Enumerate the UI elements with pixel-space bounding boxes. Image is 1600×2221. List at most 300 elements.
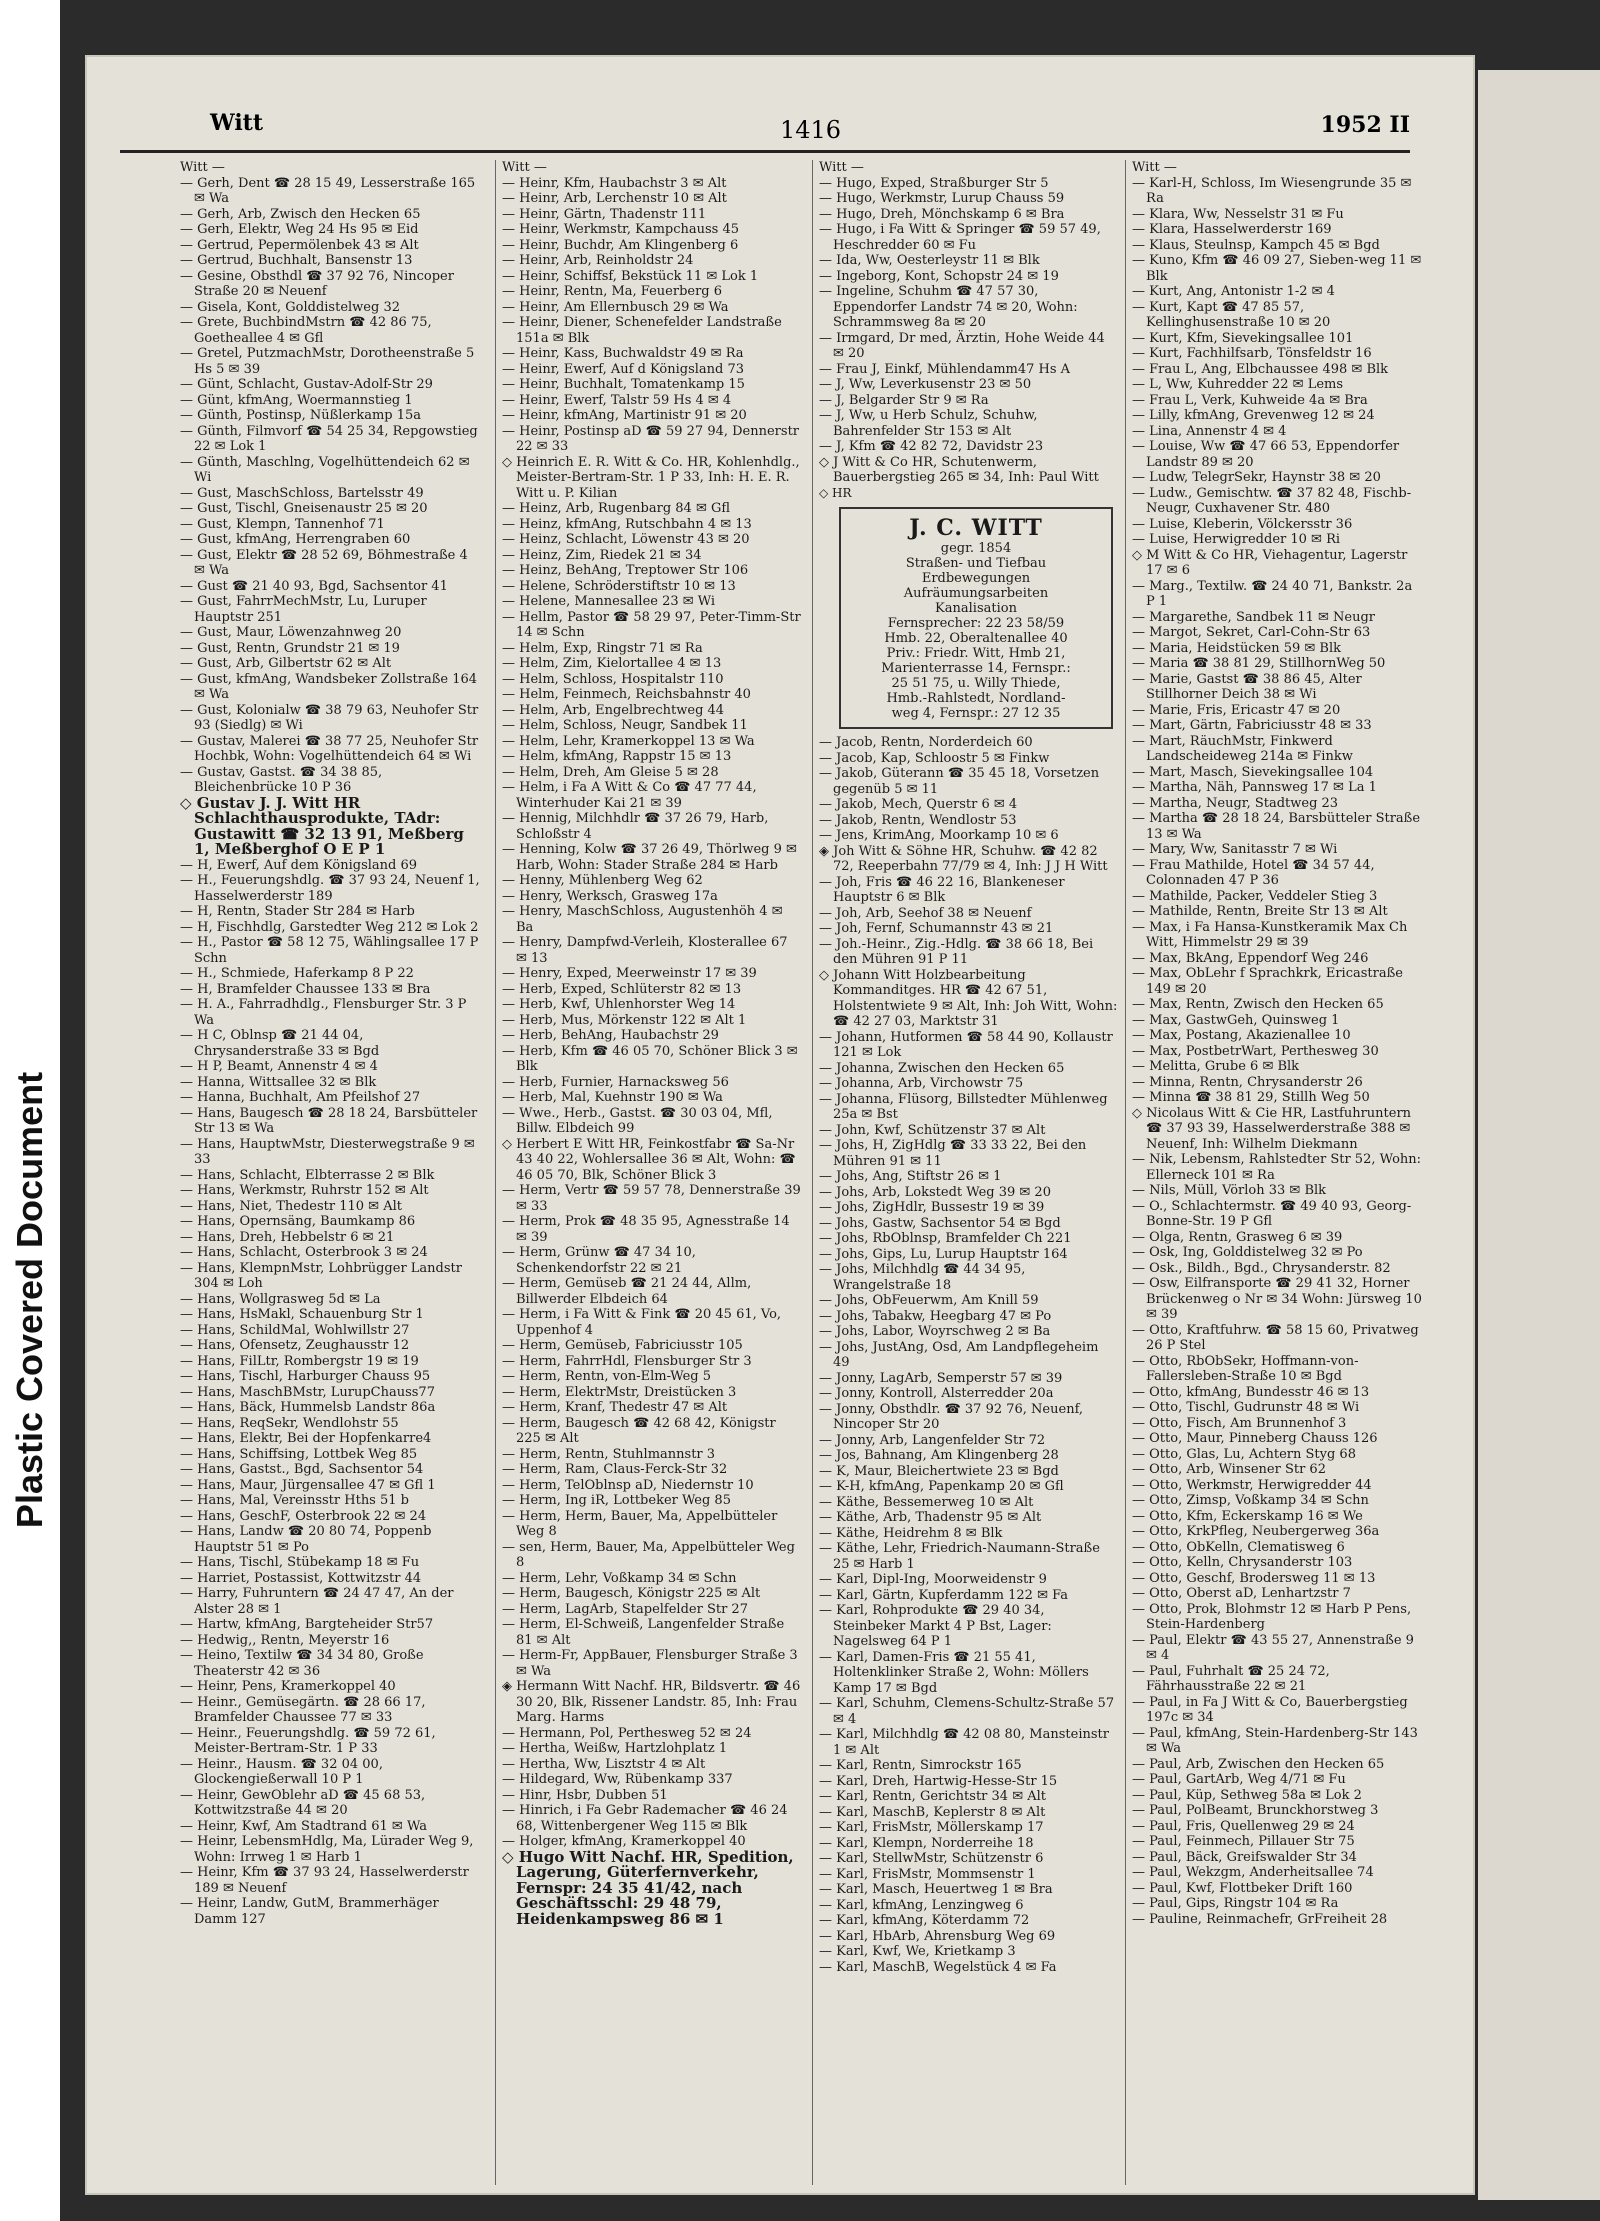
directory-entry: — Hans, FilLtr, Rombergstr 19 ✉ 19 — [180, 1353, 419, 1369]
directory-entry: — H, Fischhdlg, Garstedter Weg 212 ✉ Lok 2 — [180, 919, 479, 935]
directory-entry: — H., Pastor ☎ 58 12 75, Wählingsallee 17 P Schn — [180, 935, 479, 966]
directory-entry: — J, Ww, Leverkusenstr 23 ✉ 50 — [819, 377, 1032, 392]
ad-title: J. C. WITT — [909, 515, 1043, 541]
directory-entry: — Otto, Tischl, Gudrunstr 48 ✉ Wi — [1132, 1400, 1360, 1415]
directory-entry: — Paul, Arb, Zwischen den Hecken 65 — [1132, 1756, 1385, 1772]
directory-entry: — Henning, Kolw ☎ 37 26 49, Thörlweg 9 ✉ Harb, Wohn: Stader Straße 284 ✉ Harb — [502, 842, 797, 873]
directory-entry: — Heinr, Kwf, Am Stadtrand 61 ✉ Wa — [180, 1818, 427, 1834]
directory-entry: — Herb, BehAng, Haubachstr 29 — [502, 1028, 719, 1043]
directory-entry: — Heinz, Schlacht, Löwenstr 43 ✉ 20 — [502, 532, 750, 547]
directory-entry: — Jakob, Mech, Querstr 6 ✉ 4 — [819, 797, 1018, 812]
directory-entry: — Herm, Rentn, Stuhlmannstr 3 — [502, 1446, 716, 1462]
directory-entry: — Heinr, Am Ellernbusch 29 ✉ Wa — [502, 299, 729, 315]
directory-entry: — Karl, MaschB, Keplerstr 8 ✉ Alt — [819, 1804, 1046, 1820]
directory-entry: — Grete, BuchbindMstrn ☎ 42 86 75, Goetheallee 4 ✉ Gfl — [180, 315, 432, 346]
directory-entry: — Johs, ZigHdlr, Bussestr 19 ✉ 39 — [819, 1200, 1045, 1215]
directory-entry: — Martha, Neugr, Stadtweg 23 — [1132, 795, 1339, 811]
directory-entry: — Luise, Herwigredder 10 ✉ Ri — [1132, 532, 1341, 547]
directory-entry: — Hellm, Pastor ☎ 58 29 97, Peter-Timm-Str 14 ✉ Schn — [502, 609, 801, 640]
directory-entry: — Paul, Kwf, Flottbeker Drift 160 — [1132, 1880, 1353, 1896]
ad-line: Fernsprecher: 22 23 58/59 — [887, 616, 1065, 631]
directory-entry: — Gust, Klempn, Tannenhof 71 — [180, 516, 385, 532]
directory-entry: — Max, Rentn, Zwisch den Hecken 65 — [1132, 997, 1384, 1012]
directory-entry: — J, Belgarder Str 9 ✉ Ra — [819, 392, 989, 408]
directory-entry: — Heinz, kfmAng, Rutschbahn 4 ✉ 13 — [502, 516, 752, 532]
directory-entry: — Karl, Klempn, Norderreihe 18 — [819, 1835, 1034, 1851]
directory-entry: — J, Ww, u Herb Schulz, Schuhw, Bahrenfelder Str 153 ✉ Alt — [819, 408, 1038, 439]
directory-entry: — Gerh, Elektr, Weg 24 Hs 95 ✉ Eid — [180, 222, 419, 237]
directory-entry: — Hanna, Wittsallee 32 ✉ Blk — [180, 1074, 377, 1090]
directory-entry: — Max, BkAng, Eppendorf Weg 246 — [1132, 950, 1369, 966]
directory-entry: — Hartw, kfmAng, Bargteheider Str57 — [180, 1617, 434, 1632]
directory-entry: — Marie, Fris, Ericastr 47 ✉ 20 — [1132, 702, 1341, 718]
directory-entry: — H., Schmiede, Haferkamp 8 P 22 — [180, 966, 414, 981]
directory-entry: — Max, GastwGeh, Quinsweg 1 — [1132, 1012, 1340, 1028]
ad-line: Priv.: Friedr. Witt, Hmb 21, — [886, 646, 1066, 661]
directory-entry: — H, Ewerf, Auf dem Königsland 69 — [180, 857, 418, 873]
directory-entry: — Gesine, Obsthdl ☎ 37 92 76, Nincoper Straße 20 ✉ Neuenf — [180, 268, 454, 299]
directory-entry: — Henry, Exped, Meerweinstr 17 ✉ 39 — [502, 966, 757, 981]
directory-entry: — Gust, Maur, Löwenzahnweg 20 — [180, 625, 402, 640]
directory-entry: — Heinr, Kass, Buchwaldstr 49 ✉ Ra — [502, 346, 744, 361]
directory-entry: — Gust, Rentn, Grundstr 21 ✉ 19 — [180, 640, 400, 656]
directory-entry: — Johs, Tabakw, Heegbarg 47 ✉ Po — [819, 1308, 1052, 1324]
directory-entry: — Marg., Textilw. ☎ 24 40 71, Bankstr. 2a P 1 — [1132, 578, 1413, 609]
directory-entry: — Heinr., Feuerungshdlg. ☎ 59 72 61, Meister-Bertram-Str. 1 P 33 — [180, 1725, 436, 1756]
column-heading: Witt — — [819, 160, 864, 175]
directory-entry: — Helm, Arb, Engelbrechtweg 44 — [502, 702, 725, 718]
directory-entry: — Otto, Kelln, Chrysanderstr 103 — [1132, 1555, 1353, 1570]
directory-entry: — Gust ☎ 21 40 93, Bgd, Sachsentor 41 — [180, 578, 448, 594]
directory-entry: — Jacob, Kap, Schloostr 5 ✉ Finkw — [819, 750, 1050, 766]
directory-entry: — Hennig, Milchhdlr ☎ 37 26 79, Harb, Schloßstr 4 — [502, 811, 769, 842]
directory-entry: — Herm, Baugesch ☎ 42 68 42, Königstr 225 ✉ Alt — [502, 1415, 776, 1446]
directory-entry: — Herb, Kwf, Uhlenhorster Weg 14 — [502, 997, 736, 1012]
directory-entry: — Heinr, Pens, Kramerkoppel 40 — [180, 1679, 396, 1694]
directory-entry: — Heinr, Rentn, Ma, Feuerberg 6 — [502, 284, 723, 299]
directory-entry: — Kurt, Fachhilfsarb, Tönsfeldstr 16 — [1132, 346, 1372, 361]
directory-entry: — Kuno, Kfm ☎ 46 09 27, Sieben-weg 11 ✉ Blk — [1132, 253, 1422, 284]
directory-entry: — Herb, Mus, Mörkenstr 122 ✉ Alt 1 — [502, 1012, 747, 1028]
directory-entry: — Jens, KrimAng, Moorkamp 10 ✉ 6 — [819, 828, 1059, 843]
directory-entry: — Heinr, Arb, Lerchenstr 10 ✉ Alt — [502, 191, 727, 206]
directory-entry: — Holger, kfmAng, Kramerkoppel 40 — [502, 1834, 746, 1849]
directory-entry: — Karl, Kwf, We, Krietkamp 3 — [819, 1944, 1016, 1959]
directory-entry: — Günth, Filmvorf ☎ 54 25 34, Repgowstieg 22 ✉ Lok 1 — [180, 423, 478, 454]
directory-entry: — Herb, Exped, Schlüterstr 82 ✉ 13 — [502, 981, 742, 997]
directory-entry: — Hedwig,, Rentn, Meyerstr 16 — [180, 1632, 390, 1648]
directory-entry: — Johs, Labor, Woyrschweg 2 ✉ Ba — [819, 1324, 1051, 1339]
directory-entry: — Käthe, Arb, Thadenstr 95 ✉ Alt — [819, 1510, 1042, 1525]
directory-columns — [180, 160, 1422, 2185]
directory-entry: — Hans, Opernsäng, Baumkamp 86 — [180, 1214, 416, 1229]
directory-entry: — Gust, Arb, Gilbertstr 62 ✉ Alt — [180, 656, 392, 671]
directory-entry: — Hinrich, i Fa Gebr Rademacher ☎ 46 24 68, Wittenbergener Weg 115 ✉ Blk — [502, 1803, 788, 1834]
directory-entry: — Helm, kfmAng, Rappstr 15 ✉ 13 — [502, 749, 732, 764]
directory-entry: — Mary, Ww, Sanitasstr 7 ✉ Wi — [1132, 842, 1338, 857]
directory-entry: — Ludw., Gemischtw. ☎ 37 82 48, Fischb-Neugr, Cuxhavener Str. 480 — [1132, 485, 1412, 516]
header-page-number: 1416 — [780, 116, 842, 144]
directory-entry: — Otto, Geschf, Brodersweg 11 ✉ 13 — [1132, 1570, 1376, 1586]
directory-entry: — Hermann, Pol, Perthesweg 52 ✉ 24 — [502, 1725, 752, 1741]
directory-entry: — Nik, Lebensm, Rahlstedter Str 52, Wohn: Ellerneck 101 ✉ Ra — [1132, 1152, 1422, 1183]
directory-entry: — Mart, Gärtn, Fabriciusstr 48 ✉ 33 — [1132, 718, 1372, 733]
directory-entry: — Heinr, Landw, GutM, Brammerhäger Damm 127 — [180, 1896, 439, 1927]
directory-entry: — Heino, Textilw ☎ 34 34 80, Große Theaterstr 42 ✉ 36 — [180, 1648, 424, 1679]
directory-entry: — Herb, Furnier, Harnacksweg 56 — [502, 1074, 729, 1090]
ad-line: weg 4, Fernspr.: 27 12 35 — [891, 706, 1061, 721]
directory-entry: — Hugo, i Fa Witt & Springer ☎ 59 57 49, Heschredder 60 ✉ Fu — [819, 222, 1101, 253]
directory-entry: ◇ Heinrich E. R. Witt & Co. HR, Kohlenhdlg., Meister-Bertram-Str. 1 P 33, Inh: H. E. R. Witt u. P. Kilian — [502, 454, 800, 501]
directory-entry: — Kurt, Kapt ☎ 47 85 57, Kellinghusenstraße 10 ✉ 20 — [1132, 299, 1331, 330]
directory-entry: — Karl, FrisMstr, Möllerskamp 17 — [819, 1820, 1044, 1835]
directory-entry: — Martha, Näh, Pannsweg 17 ✉ La 1 — [1132, 780, 1377, 795]
directory-entry: — H, Rentn, Stader Str 284 ✉ Harb — [180, 904, 415, 919]
directory-entry: — Gustav, Gastst. ☎ 34 38 85, Bleichenbrücke 10 P 36 — [180, 764, 383, 795]
directory-entry: — Gustav, Malerei ☎ 38 77 25, Neuhofer Str Hochbk, Wohn: Vogelhüttendeich 64 ✉ Wi — [180, 733, 479, 764]
directory-entry: — Hugo, Werkmstr, Lurup Chauss 59 — [819, 191, 1065, 206]
directory-entry: — Helm, Schloss, Hospitalstr 110 — [502, 671, 724, 687]
directory-entry: ◇ Herbert E Witt HR, Feinkostfabr ☎ Sa-Nr 43 40 22, Wohlersallee 36 ✉ Alt, Wohn: ☎ 46 05 70, Blk, Schöner Blick 3 — [502, 1136, 796, 1183]
column-3 — [812, 160, 1119, 2185]
directory-entry: — Klara, Ww, Nesselstr 31 ✉ Fu — [1132, 206, 1344, 222]
directory-entry: — Karl, Rohprodukte ☎ 29 40 34, Steinbeker Markt 4 P Bst, Lager: Nagelsweg 64 P 1 — [819, 1603, 1052, 1649]
directory-entry: — Hans, ReqSekr, Wendlohstr 55 — [180, 1415, 399, 1431]
directory-entry: — Osw, Eilfransporte ☎ 29 41 32, Horner Brückenweg o Nr ✉ 34 Wohn: Jürsweg 10 ✉ 39 — [1132, 1276, 1422, 1322]
directory-entry: — Frau L, Ang, Elbchaussee 498 ✉ Blk — [1132, 361, 1389, 377]
directory-entry: — Hans, KlempnMstr, Lohbrügger Landstr 304 ✉ Loh — [180, 1260, 462, 1291]
directory-entry: — Karl, MaschB, Wegelstück 4 ✉ Fa — [819, 1959, 1057, 1975]
directory-entry: — Otto, RbObSekr, Hoffmann-von-Fallersleben-Straße 10 ✉ Bgd — [1132, 1353, 1359, 1384]
directory-entry: — Herm, LagArb, Stapelfelder Str 27 — [502, 1601, 748, 1617]
directory-entry: — Heinr, LebensmHdlg, Ma, Lürader Weg 9, Wohn: Irrweg 1 ✉ Harb 1 — [180, 1834, 474, 1865]
header-year-volume: 1952 II — [1320, 112, 1410, 138]
directory-entry: — Osk., Bildh., Bgd., Chrysanderstr. 82 — [1132, 1260, 1391, 1276]
directory-entry: — Johs, Arb, Lokstedt Weg 39 ✉ 20 — [819, 1184, 1051, 1200]
directory-entry: — Henry, Werksch, Grasweg 17a — [502, 888, 718, 904]
directory-entry: — Karl, StellwMstr, Schützenstr 6 — [819, 1851, 1044, 1866]
directory-entry: — Karl-H, Schloss, Im Wiesengrunde 35 ✉ Ra — [1132, 175, 1412, 206]
ad-line: Kanalisation — [935, 601, 1017, 616]
directory-entry: ◈ Hermann Witt Nachf. HR, Bildsvertr. ☎ 46 30 20, Blk, Rissener Landstr. 85, Inh: Frau Marg. Harms — [502, 1679, 801, 1725]
directory-entry: — Hans, Baugesch ☎ 28 18 24, Barsbütteler Str 13 ✉ Wa — [180, 1105, 478, 1136]
directory-entry: — Herm, Vertr ☎ 59 57 78, Dennerstraße 39 ✉ 33 — [502, 1183, 801, 1214]
directory-entry: — Jos, Bahnang, Am Klingenberg 28 — [819, 1448, 1059, 1463]
directory-entry: — Paul, Fris, Quellenweg 29 ✉ 24 — [1132, 1818, 1355, 1834]
directory-entry: — Hans, GeschF, Osterbrook 22 ✉ 24 — [180, 1508, 427, 1524]
directory-entry: — Heinr, Arb, Reinholdstr 24 — [502, 253, 694, 268]
directory-entry: — Jonny, Obsthdlr. ☎ 37 92 76, Neuenf, Nincoper Str 20 — [819, 1401, 1084, 1432]
directory-entry: — Herm, FahrrHdl, Flensburger Str 3 — [502, 1353, 752, 1369]
directory-entry: — Jakob, Güterann ☎ 35 45 18, Vorsetzen gegenüb 5 ✉ 11 — [819, 766, 1100, 797]
directory-entry: — Gerh, Arb, Zwisch den Hecken 65 — [180, 206, 421, 222]
directory-entry: — Gust, MaschSchloss, Bartelsstr 49 — [180, 485, 424, 501]
header-surname: Witt — [210, 110, 264, 136]
directory-entry: — Günt, Schlacht, Gustav-Adolf-Str 29 — [180, 377, 433, 392]
directory-entry: — Hans, Niet, Thedestr 110 ✉ Alt — [180, 1198, 402, 1214]
directory-entry: — Käthe, Lehr, Friedrich-Naumann-Straße 25 ✉ Harb 1 — [819, 1541, 1100, 1572]
directory-entry: — Paul, Bäck, Greifswalder Str 34 — [1132, 1849, 1357, 1865]
directory-entry: — Frau L, Verk, Kuhweide 4a ✉ Bra — [1132, 392, 1368, 408]
directory-entry: — Marie, Gastst ☎ 38 86 45, Alter Stillhorner Deich 38 ✉ Wi — [1132, 671, 1362, 702]
directory-entry: — Minna ☎ 38 81 29, Stillh Weg 50 — [1132, 1090, 1370, 1105]
directory-entry: — Margarethe, Sandbek 11 ✉ Neugr — [1132, 609, 1375, 625]
directory-entry: — Heinr, Diener, Schenefelder Landstraße 151a ✉ Blk — [502, 315, 782, 346]
directory-entry: — Heinz, BehAng, Treptower Str 106 — [502, 563, 749, 578]
directory-entry: — Melitta, Grube 6 ✉ Blk — [1132, 1059, 1300, 1074]
ad-marker: ◇ HR — [819, 485, 852, 500]
directory-entry: — Otto, Arb, Winsener Str 62 — [1132, 1462, 1326, 1477]
directory-entry: ◇ M Witt & Co HR, Viehagentur, Lagerstr 17 ✉ 6 — [1132, 547, 1408, 578]
directory-entry: — Ingeborg, Kont, Schopstr 24 ✉ 19 — [819, 268, 1059, 284]
directory-entry: — Paul, GartArb, Weg 4/71 ✉ Fu — [1132, 1772, 1346, 1787]
ad-line: Aufräumungsarbeiten — [903, 586, 1049, 601]
directory-entry: — Hans, MaschBMstr, LurupChauss77 — [180, 1384, 435, 1400]
directory-entry: — Luise, Kleberin, Völckersstr 36 — [1132, 516, 1353, 532]
directory-entry: — Frau J, Einkf, Mühlendamm47 Hs A — [819, 361, 1071, 377]
directory-entry: — Hans, Ofensetz, Zeughausstr 12 — [180, 1338, 410, 1353]
directory-entry: — Hertha, Weißw, Hartzlohplatz 1 — [502, 1741, 728, 1756]
directory-entry: — John, Kwf, Schützenstr 37 ✉ Alt — [819, 1122, 1046, 1138]
directory-entry: — Herm-Fr, AppBauer, Flensburger Straße 3 ✉ Wa — [502, 1648, 798, 1679]
directory-entry: — Herb, Mal, Kuehnstr 190 ✉ Wa — [502, 1090, 723, 1105]
directory-entry: — Otto, Maur, Pinneberg Chauss 126 — [1132, 1431, 1378, 1446]
directory-entry: — Maria ☎ 38 81 29, StillhornWeg 50 — [1132, 656, 1386, 671]
directory-entry: — Paul, Küp, Sethweg 58a ✉ Lok 2 — [1132, 1787, 1362, 1803]
directory-entry: — Karl, Gärtn, Kupferdamm 122 ✉ Fa — [819, 1587, 1068, 1603]
ad-line: 25 51 75, u. Willy Thiede, — [891, 676, 1061, 691]
directory-entry: — Herm, Rentn, von-Elm-Weg 5 — [502, 1369, 711, 1384]
directory-entry: — Hans, Bäck, Hummelsb Landstr 86a — [180, 1400, 436, 1415]
directory-entry: — Klaus, Steulnsp, Kampch 45 ✉ Bgd — [1132, 237, 1380, 253]
directory-entry: — Heinr, Postinsp aD ☎ 59 27 94, Dennerstr 22 ✉ 33 — [502, 423, 800, 454]
directory-entry: — Helene, Schröderstiftstr 10 ✉ 13 — [502, 578, 736, 594]
directory-entry: — Paul, in Fa J Witt & Co, Bauerbergstieg 197c ✉ 34 — [1132, 1694, 1408, 1725]
directory-entry: — Nils, Müll, Vörloh 33 ✉ Blk — [1132, 1183, 1327, 1198]
directory-entry: ◈ Joh Witt & Söhne HR, Schuhw. ☎ 42 82 72, Reeperbahn 77/79 ✉ 4, Inh: J J H Witt — [819, 843, 1108, 874]
directory-entry: — Gertrud, Buchhalt, Bansenstr 13 — [180, 253, 413, 268]
directory-entry: — Heinr, Buchhalt, Tomatenkamp 15 — [502, 377, 745, 392]
directory-entry: — Heinr., Gemüsegärtn. ☎ 28 66 17, Bramfelder Chaussee 77 ✉ 33 — [180, 1694, 426, 1725]
directory-entry: — Max, PostbetrWart, Perthesweg 30 — [1132, 1043, 1379, 1059]
directory-entry: — O., Schlachtermstr. ☎ 49 40 93, Georg-Bonne-Str. 19 P Gfl — [1132, 1198, 1412, 1229]
directory-entry: — Herm, Grünw ☎ 47 34 10, Schenkendorfstr 22 ✉ 21 — [502, 1245, 696, 1276]
side-label — [0, 0, 60, 2221]
directory-entry: — H. A., Fahrradhdlg., Flensburger Str. 3 P Wa — [180, 997, 467, 1028]
directory-entry: — Hans, Dreh, Hebbelstr 6 ✉ 21 — [180, 1229, 395, 1245]
directory-entry: — Heinz, Arb, Rugenbarg 84 ✉ Gfl — [502, 501, 731, 516]
directory-entry: — Herm, Ing iR, Lottbeker Weg 85 — [502, 1493, 731, 1508]
directory-entry: — Otto, ObKelln, Clematisweg 6 — [1132, 1539, 1345, 1555]
directory-entry: — Kurt, Ang, Antonistr 1-2 ✉ 4 — [1132, 284, 1335, 299]
directory-entry: — H., Feuerungshdlg. ☎ 37 93 24, Neuenf 1, Hasselwerderstr 189 — [180, 873, 480, 904]
directory-entry: — Hans, Schlacht, Elbterrasse 2 ✉ Blk — [180, 1167, 435, 1183]
directory-entry: — Pauline, Reinmachefr, GrFreiheit 28 — [1132, 1911, 1388, 1927]
directory-entry: — Otto, Werkmstr, Herwigredder 44 — [1132, 1477, 1372, 1493]
directory-entry: ◇ Gustav J. J. Witt HR Schlachthausprodukte, TAdr: Gustawitt ☎ 32 13 91, Meßberg 1, Meßberghof O E P 1 — [180, 793, 464, 858]
directory-entry: — Joh.-Heinr., Zig.-Hdlg. ☎ 38 66 18, Bei den Mühren 91 P 11 — [819, 936, 1094, 967]
directory-entry: — Karl, Dreh, Hartwig-Hesse-Str 15 — [819, 1773, 1058, 1789]
directory-entry: — Heinr, Gärtn, Thadenstr 111 — [502, 206, 707, 222]
directory-entry: — Karl, Rentn, Gerichtstr 34 ✉ Alt — [819, 1789, 1046, 1804]
directory-entry: — Joh, Arb, Seehof 38 ✉ Neuenf — [819, 905, 1032, 921]
directory-entry: — Gretel, PutzmachMstr, Dorotheenstraße 5 Hs 5 ✉ 39 — [180, 346, 475, 377]
directory-entry: — Herm, Gemüseb ☎ 21 24 44, Allm, Billwerder Elbdeich 64 — [502, 1276, 752, 1307]
advertisement-box — [839, 507, 1113, 729]
directory-entry: — H, Bramfelder Chaussee 133 ✉ Bra — [180, 981, 431, 997]
directory-entry: — Paul, Wekzgm, Anderheitsallee 74 — [1132, 1865, 1374, 1880]
directory-entry: — Heinr, Kfm ☎ 37 93 24, Hasselwerderstr 189 ✉ Neuenf — [180, 1865, 469, 1896]
directory-entry: — Mart, RäuchMstr, Finkwerd Landscheideweg 214a ✉ Finkw — [1132, 733, 1353, 764]
directory-entry: — Karl, Schuhm, Clemens-Schultz-Straße 57 ✉ 4 — [819, 1696, 1115, 1727]
directory-entry: — Hans, Tischl, Harburger Chauss 95 — [180, 1369, 431, 1384]
directory-entry: — Heinr, kfmAng, Martinistr 91 ✉ 20 — [502, 408, 747, 423]
directory-entry: — Hans, Maur, Jürgensallee 47 ✉ Gfl 1 — [180, 1477, 436, 1493]
directory-entry: — Hildegard, Ww, Rübenkamp 337 — [502, 1772, 733, 1787]
directory-entry: — Johs, ObFeuerwm, Am Knill 59 — [819, 1293, 1039, 1308]
directory-entry: — Günth, Postinsp, Nüßlerkamp 15a — [180, 408, 422, 423]
column-heading: Witt — — [180, 160, 225, 175]
directory-entry: — Harry, Fuhruntern ☎ 24 47 47, An der Alster 28 ✉ 1 — [180, 1586, 454, 1617]
directory-entry: — Karl, Rentn, Simrockstr 165 — [819, 1758, 1022, 1773]
directory-entry: — Mart, Masch, Sievekingsallee 104 — [1132, 764, 1374, 780]
directory-entry: — Osk, Ing, Golddistelweg 32 ✉ Po — [1132, 1245, 1363, 1260]
directory-entry: — Otto, Zimsp, Voßkamp 34 ✉ Schn — [1132, 1493, 1369, 1508]
directory-entry: — Otto, KrkPfleg, Neubergerweg 36a — [1132, 1524, 1380, 1539]
directory-entry: — Lilly, kfmAng, Grevenweg 12 ✉ 24 — [1132, 408, 1375, 423]
directory-entry: — Helene, Mannesallee 23 ✉ Wi — [502, 594, 716, 609]
directory-entry: — Johanna, Arb, Virchowstr 75 — [819, 1076, 1024, 1091]
directory-entry: — Johanna, Flüsorg, Billstedter Mühlenweg 25a ✉ Bst — [819, 1091, 1108, 1122]
directory-entry: — Heinr., Hausm. ☎ 32 04 00, Glockengießerwall 10 P 1 — [180, 1756, 383, 1787]
directory-entry: — Hans, Mal, Vereinsstr Hths 51 b — [180, 1493, 409, 1508]
directory-entry: — Hans, Elektr, Bei der Hopfenkarre4 — [180, 1431, 432, 1446]
directory-entry: — Hans, Tischl, Stübekamp 18 ✉ Fu — [180, 1555, 420, 1570]
directory-entry: — Hanna, Buchhalt, Am Pfeilshof 27 — [180, 1090, 421, 1105]
directory-entry: — J, Kfm ☎ 42 82 72, Davidstr 23 — [819, 439, 1044, 454]
directory-entry: — Hans, Schlacht, Osterbrook 3 ✉ 24 — [180, 1245, 428, 1260]
directory-entry: — Max, ObLehr f Sprachkrk, Ericastraße 149 ✉ 20 — [1132, 966, 1403, 997]
directory-entry: — Mathilde, Packer, Veddeler Stieg 3 — [1132, 888, 1378, 904]
adjacent-page-edge — [1478, 70, 1600, 2200]
ad-line: Straßen- und Tiefbau — [905, 556, 1047, 571]
directory-entry: — Herb, Kfm ☎ 46 05 70, Schöner Blick 3 ✉ Blk — [502, 1043, 798, 1074]
directory-entry: ◇ Hugo Witt Nachf. HR, Spedition, Lagerung, Güterfernverkehr, Fernspr: 24 35 41/42, nach Geschäftsschl: 29 48 79, Heidenkampsweg 86 ✉ 1 — [502, 1847, 794, 1928]
directory-entry: — Herm, ElektrMstr, Dreistücken 3 — [502, 1384, 737, 1400]
ad-line: Hmb.-Rahlstedt, Nordland- — [886, 691, 1066, 706]
directory-entry: — Herm, TelOblnsp aD, Niedernstr 10 — [502, 1477, 754, 1493]
directory-entry: — Herm, El-Schweiß, Langenfelder Straße 81 ✉ Alt — [502, 1617, 785, 1648]
directory-entry: — Hans, Werkmstr, Ruhrstr 152 ✉ Alt — [180, 1183, 429, 1198]
directory-entry: — Helm, Exp, Ringstr 71 ✉ Ra — [502, 640, 703, 656]
directory-entry: — Frau Mathilde, Hotel ☎ 34 57 44, Colonnaden 47 P 36 — [1132, 857, 1375, 888]
directory-entry: — Hans, Schiffsing, Lottbek Weg 85 — [180, 1446, 418, 1462]
directory-entry: ◇ Nicolaus Witt & Cie HR, Lastfuhruntern ☎ 37 93 39, Hasselwerderstraße 388 ✉ Neuenf, Inh: Wilhelm Diekmann — [1132, 1105, 1412, 1152]
directory-entry: — Herm, Lehr, Voßkamp 34 ✉ Schn — [502, 1570, 737, 1586]
directory-entry: — Paul, kfmAng, Stein-Hardenberg-Str 143 ✉ Wa — [1132, 1725, 1418, 1756]
directory-entry: — H P, Beamt, Annenstr 4 ✉ 4 — [180, 1059, 378, 1074]
directory-entry: — Karl, Damen-Fris ☎ 21 55 41, Holtenklinker Straße 2, Wohn: Möllers Kamp 17 ✉ Bgd — [819, 1649, 1089, 1696]
directory-entry: — Otto, Kraftfuhrw. ☎ 58 15 60, Privatweg 26 P Stel — [1132, 1322, 1419, 1353]
directory-entry: — Herm, Gemüseb, Fabriciusstr 105 — [502, 1338, 743, 1353]
directory-entry: — Ludw, TelegrSekr, Haynstr 38 ✉ 20 — [1132, 470, 1381, 485]
directory-entry: — K, Maur, Bleichertwiete 23 ✉ Bgd — [819, 1463, 1059, 1479]
directory-entry: — Joh, Fernf, Schumannstr 43 ✉ 21 — [819, 921, 1054, 936]
directory-entry: — Herm, i Fa Witt & Fink ☎ 20 45 61, Vo, Uppenhof 4 — [502, 1307, 782, 1338]
column-1 — [180, 160, 480, 2185]
directory-entry: — Otto, Prok, Blohmstr 12 ✉ Harb P Pens, Stein-Hardenberg — [1132, 1601, 1412, 1632]
directory-entry: — Martha ☎ 28 18 24, Barsbütteler Straße 13 ✉ Wa — [1132, 811, 1421, 842]
directory-entry: — Heinr, Schiffsf, Bekstück 11 ✉ Lok 1 — [502, 268, 759, 284]
directory-entry: — Herm, Prok ☎ 48 35 95, Agnesstraße 14 ✉ 39 — [502, 1214, 790, 1245]
column-heading: Witt — — [1132, 160, 1177, 175]
directory-entry: — Karl, Milchhdlg ☎ 42 08 80, Mansteinstr 1 ✉ Alt — [819, 1727, 1109, 1758]
directory-entry: — Henry, MaschSchloss, Augustenhöh 4 ✉ Ba — [502, 904, 783, 935]
directory-entry: — Helm, i Fa A Witt & Co ☎ 47 77 44, Winterhuder Kai 21 ✉ 39 — [502, 780, 757, 811]
directory-entry: ◇ J Witt & Co HR, Schutenwerm, Bauerbergstieg 265 ✉ 34, Inh: Paul Witt — [819, 454, 1099, 485]
directory-entry: — Joh, Fris ☎ 46 22 16, Blankeneser Hauptstr 6 ✉ Blk — [819, 874, 1065, 905]
page-header — [120, 110, 1410, 153]
directory-entry: — sen, Herm, Bauer, Ma, Appelbütteler Weg 8 — [502, 1539, 795, 1570]
directory-entry: — Gust, kfmAng, Wandsbeker Zollstraße 164 ✉ Wa — [180, 671, 478, 702]
directory-entry: — Herm, Ram, Claus-Ferck-Str 32 — [502, 1462, 728, 1477]
directory-entry: — Max, i Fa Hansa-Kunstkeramik Max Ch Witt, Himmelstr 29 ✉ 39 — [1132, 919, 1408, 950]
directory-entry: — Paul, PolBeamt, Brunckhorstweg 3 — [1132, 1803, 1379, 1818]
directory-entry: — Hans, HsMakl, Schauenburg Str 1 — [180, 1307, 424, 1322]
directory-entry: — Wwe., Herb., Gastst. ☎ 30 03 04, Mfl, Billw. Elbdeich 99 — [502, 1105, 773, 1136]
directory-entry: — Johs, JustAng, Osd, Am Landpflegeheim 49 — [819, 1339, 1099, 1370]
ad-line: Hmb. 22, Oberaltenallee 40 — [884, 631, 1068, 646]
directory-entry: — Herm, Herm, Bauer, Ma, Appelbütteler Weg 8 — [502, 1508, 778, 1539]
directory-entry: — H C, Oblnsp ☎ 21 44 04, Chrysanderstraße 33 ✉ Bgd — [180, 1028, 380, 1059]
directory-entry: — Johann, Hutformen ☎ 58 44 90, Kollaustr 121 ✉ Lok — [819, 1029, 1113, 1060]
directory-entry: — Ingeline, Schuhm ☎ 47 57 30, Eppendorfer Landstr 74 ✉ 20, Wohn: Schrammsweg 8a ✉ 20 — [819, 284, 1078, 330]
column-4 — [1125, 160, 1422, 2185]
directory-entry: — Gust, kfmAng, Herrengraben 60 — [180, 532, 411, 547]
directory-entry: — Karl, kfmAng, Lenzingweg 6 — [819, 1897, 1024, 1913]
directory-entry: — Klara, Hasselwerderstr 169 — [1132, 222, 1332, 237]
directory-entry: — Minna, Rentn, Chrysanderstr 26 — [1132, 1074, 1363, 1090]
directory-entry: — Johs, H, ZigHdlg ☎ 33 33 22, Bei den Mühren 91 ✉ 11 — [819, 1138, 1087, 1169]
directory-entry: — Gust, FahrrMechMstr, Lu, Luruper Hauptstr 251 — [180, 594, 427, 625]
directory-entry: — Hans, HauptwMstr, Diesterwegstraße 9 ✉ 33 — [180, 1136, 475, 1167]
directory-entry: — Margot, Sekret, Carl-Cohn-Str 63 — [1132, 625, 1371, 640]
directory-entry: — L, Ww, Kuhredder 22 ✉ Lems — [1132, 377, 1344, 392]
directory-entry: — Jonny, LagArb, Semperstr 57 ✉ 39 — [819, 1370, 1063, 1386]
directory-entry: — Mathilde, Rentn, Breite Str 13 ✉ Alt — [1132, 904, 1388, 919]
directory-entry: — Otto, Kfm, Eckerskamp 16 ✉ We — [1132, 1508, 1363, 1524]
directory-entry: — Otto, Fisch, Am Brunnenhof 3 — [1132, 1415, 1347, 1431]
ad-line: Marienterrasse 14, Fernspr.: — [881, 661, 1071, 676]
directory-entry: — Paul, Gips, Ringstr 104 ✉ Ra — [1132, 1896, 1339, 1911]
directory-entry: — Gust, Elektr ☎ 28 52 69, Böhmestraße 4 ✉ Wa — [180, 547, 468, 578]
directory-entry: — Hans, Wollgrasweg 5d ✉ La — [180, 1291, 381, 1307]
directory-entry: — Kurt, Kfm, Sievekingsallee 101 — [1132, 330, 1354, 346]
directory-entry: — Johanna, Zwischen den Hecken 65 — [819, 1060, 1065, 1076]
directory-entry: — Jacob, Rentn, Norderdeich 60 — [819, 735, 1033, 750]
directory-entry: — Heinr, GewOblehr aD ☎ 45 68 53, Kottwitzstraße 44 ✉ 20 — [180, 1787, 426, 1818]
directory-entry: — Karl, FrisMstr, Mommsenstr 1 — [819, 1866, 1036, 1882]
directory-entry: — Max, Postang, Akazienallee 10 — [1132, 1028, 1351, 1043]
directory-entry: — Johs, Ang, Stiftstr 26 ✉ 1 — [819, 1169, 1002, 1184]
directory-entry: — Günt, kfmAng, Woermannstieg 1 — [180, 392, 413, 408]
directory-entry: — Karl, Dipl-Ing, Moorweidenstr 9 — [819, 1572, 1047, 1587]
directory-entry: — Jonny, Arb, Langenfelder Str 72 — [819, 1432, 1046, 1448]
side-label-text: Plastic Covered Document — [9, 1071, 50, 1529]
directory-entry: — Karl, HbArb, Ahrensburg Weg 69 — [819, 1928, 1056, 1944]
directory-entry: — Günth, Maschlng, Vogelhüttendeich 62 ✉ Wi — [180, 454, 470, 485]
directory-entry: — Paul, Fuhrhalt ☎ 25 24 72, Fährhausstraße 22 ✉ 21 — [1132, 1663, 1330, 1694]
